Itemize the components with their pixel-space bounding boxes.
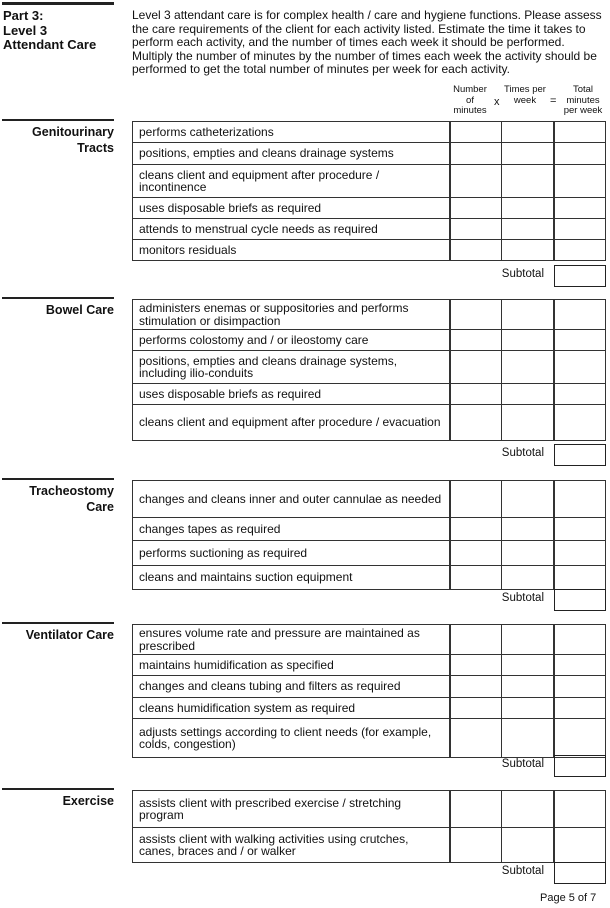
subtotal-input[interactable] bbox=[554, 755, 606, 777]
times-input[interactable] bbox=[501, 299, 554, 330]
total-input[interactable] bbox=[554, 827, 606, 863]
column-header-times: Times per week bbox=[504, 84, 546, 106]
multiply-sign: x bbox=[494, 96, 500, 108]
minutes-input[interactable] bbox=[450, 827, 502, 863]
times-input[interactable] bbox=[501, 540, 554, 566]
minutes-input[interactable] bbox=[450, 164, 502, 198]
part-rule bbox=[2, 2, 114, 5]
minutes-input[interactable] bbox=[450, 697, 502, 719]
total-input[interactable] bbox=[554, 299, 606, 330]
times-input[interactable] bbox=[501, 565, 554, 590]
section-rule bbox=[2, 622, 114, 624]
activity-label: positions, empties and cleans drainage systems, including ilio-conduits bbox=[132, 350, 450, 384]
activity-label: positions, empties and cleans drainage systems bbox=[132, 142, 450, 165]
total-input[interactable] bbox=[554, 404, 606, 441]
part-title bbox=[3, 9, 118, 53]
minutes-input[interactable] bbox=[450, 540, 502, 566]
subtotal-input[interactable] bbox=[554, 444, 606, 466]
total-input[interactable] bbox=[554, 329, 606, 351]
minutes-input[interactable] bbox=[450, 197, 502, 219]
times-input[interactable] bbox=[501, 827, 554, 863]
activity-label: changes tapes as required bbox=[132, 517, 450, 541]
section-label: Tracheostomy Care bbox=[29, 484, 114, 514]
total-input[interactable] bbox=[554, 675, 606, 698]
equals-sign: = bbox=[550, 95, 557, 107]
total-input[interactable] bbox=[554, 239, 606, 261]
times-input[interactable] bbox=[501, 654, 554, 676]
times-input[interactable] bbox=[501, 383, 554, 405]
times-input[interactable] bbox=[501, 624, 554, 655]
total-input[interactable] bbox=[554, 540, 606, 566]
activity-label: cleans client and equipment after procedure / incontinence bbox=[132, 164, 450, 198]
minutes-input[interactable] bbox=[450, 790, 502, 828]
minutes-input[interactable] bbox=[450, 675, 502, 698]
times-input[interactable] bbox=[501, 218, 554, 240]
part-title-line-3: Attendant Care bbox=[3, 37, 97, 52]
subtotal-input[interactable] bbox=[554, 589, 606, 611]
total-input[interactable] bbox=[554, 218, 606, 240]
times-input[interactable] bbox=[501, 404, 554, 441]
total-input[interactable] bbox=[554, 718, 606, 758]
minutes-input[interactable] bbox=[450, 239, 502, 261]
activity-label: assists client with prescribed exercise / stretching program bbox=[132, 790, 450, 828]
total-input[interactable] bbox=[554, 790, 606, 828]
total-input[interactable] bbox=[554, 517, 606, 541]
section-label: Genitourinary Tracts bbox=[32, 125, 114, 155]
minutes-input[interactable] bbox=[450, 299, 502, 330]
total-input[interactable] bbox=[554, 480, 606, 518]
activity-label: cleans and maintains suction equipment bbox=[132, 565, 450, 590]
activity-label: adjusts settings according to client needs (for example, colds, congestion) bbox=[132, 718, 450, 758]
activity-label: uses disposable briefs as required bbox=[132, 197, 450, 219]
times-input[interactable] bbox=[501, 480, 554, 518]
minutes-input[interactable] bbox=[450, 121, 502, 143]
section-rule bbox=[2, 297, 114, 299]
minutes-input[interactable] bbox=[450, 565, 502, 590]
activity-label: performs suctioning as required bbox=[132, 540, 450, 566]
activity-label: maintains humidification as specified bbox=[132, 654, 450, 676]
total-input[interactable] bbox=[554, 121, 606, 143]
minutes-input[interactable] bbox=[450, 350, 502, 384]
minutes-input[interactable] bbox=[450, 718, 502, 758]
section-rule bbox=[2, 478, 114, 480]
activity-label: changes and cleans inner and outer cannulae as needed bbox=[132, 480, 450, 518]
minutes-input[interactable] bbox=[450, 624, 502, 655]
total-input[interactable] bbox=[554, 197, 606, 219]
total-input[interactable] bbox=[554, 164, 606, 198]
subtotal-label: Subtotal bbox=[501, 592, 544, 604]
column-header-minutes: Number of minutes bbox=[453, 84, 487, 116]
times-input[interactable] bbox=[501, 350, 554, 384]
minutes-input[interactable] bbox=[450, 654, 502, 676]
section-rule bbox=[2, 119, 114, 121]
minutes-input[interactable] bbox=[450, 480, 502, 518]
minutes-input[interactable] bbox=[450, 383, 502, 405]
activity-label: changes and cleans tubing and filters as required bbox=[132, 675, 450, 698]
activity-label: assists client with walking activities using crutches, canes, braces and / or walker bbox=[132, 827, 450, 863]
times-input[interactable] bbox=[501, 517, 554, 541]
total-input[interactable] bbox=[554, 350, 606, 384]
instructions-text: Level 3 attendant care is for complex health / care and hygiene functions. Please assess the care requirements of the client for each activity listed. Estimate the time it takes to perform each activity, and the number of times each week it should be performed. Multiply the number of minutes by the number of times each week the activity should be performed to get the total number of minutes per week for each activity. bbox=[132, 8, 602, 76]
minutes-input[interactable] bbox=[450, 218, 502, 240]
activity-label: cleans humidification system as required bbox=[132, 697, 450, 719]
times-input[interactable] bbox=[501, 790, 554, 828]
activity-label: monitors residuals bbox=[132, 239, 450, 261]
subtotal-label: Subtotal bbox=[501, 865, 544, 877]
subtotal-input[interactable] bbox=[554, 862, 606, 884]
page-number: Page 5 of 7 bbox=[540, 892, 597, 904]
section-label: Bowel Care bbox=[45, 303, 114, 317]
times-input[interactable] bbox=[501, 142, 554, 165]
times-input[interactable] bbox=[501, 239, 554, 261]
activity-label: cleans client and equipment after procedure / evacuation bbox=[132, 404, 450, 441]
times-input[interactable] bbox=[501, 121, 554, 143]
times-input[interactable] bbox=[501, 718, 554, 758]
subtotal-label: Subtotal bbox=[501, 758, 544, 770]
total-input[interactable] bbox=[554, 565, 606, 590]
section-label: Ventilator Care bbox=[25, 628, 114, 642]
total-input[interactable] bbox=[554, 142, 606, 165]
total-input[interactable] bbox=[554, 383, 606, 405]
activity-label: uses disposable briefs as required bbox=[132, 383, 450, 405]
part-title-line-1: Part 3: bbox=[3, 8, 44, 23]
times-input[interactable] bbox=[501, 329, 554, 351]
times-input[interactable] bbox=[501, 675, 554, 698]
total-input[interactable] bbox=[554, 624, 606, 655]
subtotal-label: Subtotal bbox=[501, 447, 544, 459]
times-input[interactable] bbox=[501, 197, 554, 219]
part-title-line-2: Level 3 bbox=[3, 22, 48, 38]
activity-label: attends to menstrual cycle needs as required bbox=[132, 218, 450, 240]
activity-label: ensures volume rate and pressure are maintained as prescribed bbox=[132, 624, 450, 655]
times-input[interactable] bbox=[501, 164, 554, 198]
subtotal-input[interactable] bbox=[554, 265, 606, 287]
total-input[interactable] bbox=[554, 697, 606, 719]
subtotal-label: Subtotal bbox=[501, 268, 544, 280]
activity-label: administers enemas or suppositories and performs stimulation or disimpaction bbox=[132, 299, 450, 330]
column-header-total: Total minutes per week bbox=[563, 84, 603, 116]
minutes-input[interactable] bbox=[450, 142, 502, 165]
section-label: Exercise bbox=[62, 794, 114, 808]
minutes-input[interactable] bbox=[450, 404, 502, 441]
times-input[interactable] bbox=[501, 697, 554, 719]
minutes-input[interactable] bbox=[450, 329, 502, 351]
total-input[interactable] bbox=[554, 654, 606, 676]
activity-label: performs catheterizations bbox=[132, 121, 450, 143]
section-rule bbox=[2, 788, 114, 790]
minutes-input[interactable] bbox=[450, 517, 502, 541]
activity-label: performs colostomy and / or ileostomy care bbox=[132, 329, 450, 351]
